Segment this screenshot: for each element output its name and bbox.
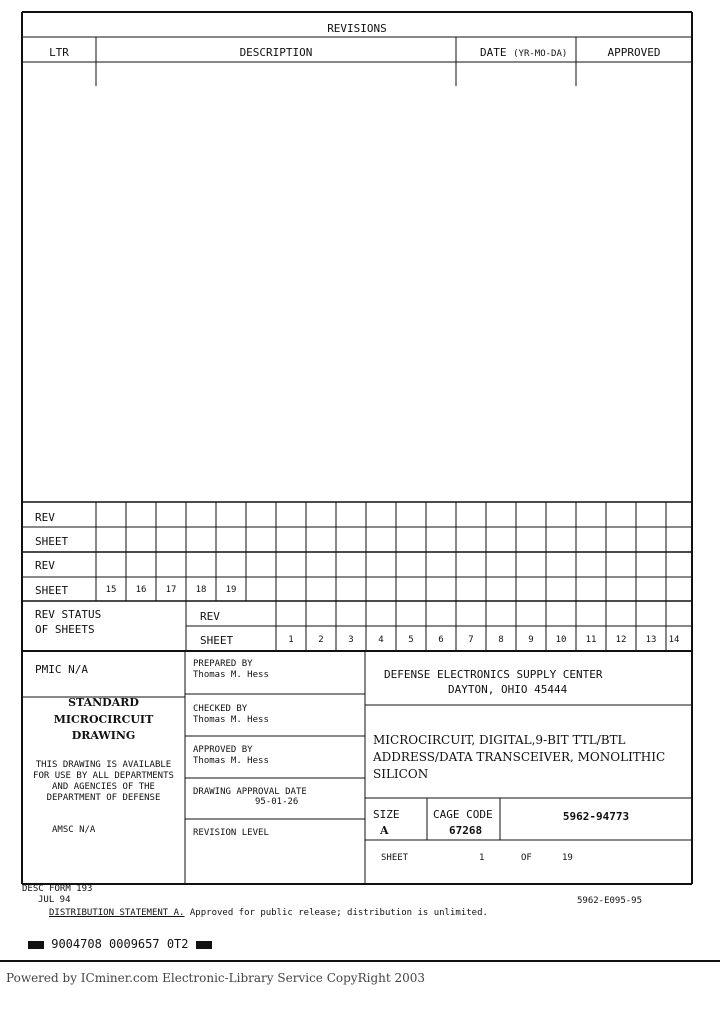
rev-label-3: REV xyxy=(200,610,220,623)
sheet-label-1: SHEET xyxy=(35,535,69,548)
checked-label: CHECKED BY xyxy=(193,704,248,714)
form-number: DESC FORM 193 xyxy=(22,884,93,894)
form-date: JUL 94 xyxy=(38,895,71,905)
lower-sheet-number: 10 xyxy=(555,635,567,645)
upper-sheet-number: 17 xyxy=(165,585,177,595)
of-label: OF xyxy=(521,853,532,863)
lower-sheet-number: 8 xyxy=(498,635,504,645)
title-line-1: MICROCIRCUIT, DIGITAL,9-BIT TTL/BTL xyxy=(373,733,626,747)
sheet-label-3: SHEET xyxy=(200,634,234,647)
lower-sheet-number: 5 xyxy=(408,635,414,645)
distribution-label: DISTRIBUTION STATEMENT A. xyxy=(49,908,185,918)
lower-sheet-number: 14 xyxy=(668,635,680,645)
sheet-label: SHEET xyxy=(381,853,409,863)
cage-label: CAGE CODE xyxy=(433,808,493,821)
lower-sheet-number: 7 xyxy=(468,635,474,645)
barcode-text: 9004708 0009657 0T2 xyxy=(51,937,189,951)
availability-line-3: AND AGENCIES OF THE xyxy=(52,782,155,792)
lower-sheet-number: 13 xyxy=(645,635,657,645)
upper-sheet-number: 18 xyxy=(195,585,207,595)
col-description: DESCRIPTION xyxy=(239,46,313,59)
pmic: PMIC N/A xyxy=(35,663,88,676)
standard-line-1: STANDARD xyxy=(68,696,139,709)
title-line-3: SILICON xyxy=(373,767,429,781)
col-approved: APPROVED xyxy=(607,46,661,59)
lower-sheet-number: 2 xyxy=(318,635,324,645)
upper-sheet-number: 15 xyxy=(105,585,117,595)
sheet-label-2: SHEET xyxy=(35,584,69,597)
barcode-block-left xyxy=(28,941,44,949)
col-date xyxy=(480,47,567,59)
col-date-format: (YR-MO-DA) xyxy=(513,49,568,59)
lower-sheet-number: 4 xyxy=(378,635,384,645)
cage-value: 67268 xyxy=(449,824,483,837)
upper-sheet-number: 16 xyxy=(135,585,147,595)
lower-sheet-number: 9 xyxy=(528,635,534,645)
sheet-total: 19 xyxy=(562,853,573,863)
col-date-label: DATE xyxy=(480,46,507,59)
barcode-line xyxy=(28,938,212,950)
prepared-name: Thomas M. Hess xyxy=(193,670,269,680)
approved-name: Thomas M. Hess xyxy=(193,756,269,766)
approval-date-label: DRAWING APPROVAL DATE xyxy=(193,787,307,797)
barcode-block-right xyxy=(196,941,212,949)
rev-label-2: REV xyxy=(35,559,55,572)
document-number: 5962-94773 xyxy=(562,810,630,823)
availability-line-2: FOR USE BY ALL DEPARTMENTS xyxy=(33,771,174,781)
lower-sheet-number: 11 xyxy=(585,635,597,645)
approval-date: 95-01-26 xyxy=(255,797,299,807)
checked-name: Thomas M. Hess xyxy=(193,715,269,725)
prepared-label: PREPARED BY xyxy=(193,659,253,669)
size-label: SIZE xyxy=(373,808,400,821)
revision-level-label: REVISION LEVEL xyxy=(193,828,269,838)
agency-line-1: DEFENSE ELECTRONICS SUPPLY CENTER xyxy=(384,668,603,681)
lower-sheet-number: 6 xyxy=(438,635,444,645)
document-code: 5962-E095-95 xyxy=(577,896,643,906)
size-value: A xyxy=(380,824,389,837)
lower-sheet-number: 1 xyxy=(288,635,294,645)
standard-line-2: MICROCIRCUIT xyxy=(53,713,154,726)
approved-label: APPROVED BY xyxy=(193,745,253,755)
rev-status-label: REV STATUS xyxy=(35,608,102,621)
amsc: AMSC N/A xyxy=(52,825,96,835)
of-sheets-label: OF SHEETS xyxy=(35,623,95,636)
distribution-text: Approved for public release; distribution is unlimited. xyxy=(189,908,488,918)
availability-line-1: THIS DRAWING IS AVAILABLE xyxy=(35,760,172,770)
availability-line-4: DEPARTMENT OF DEFENSE xyxy=(46,793,161,803)
title-line-2: ADDRESS/DATA TRANSCEIVER, MONOLITHIC xyxy=(373,750,666,764)
powered-by: Powered by ICminer.com Electronic-Library Service CopyRight 2003 xyxy=(6,971,426,985)
lower-sheet-number: 3 xyxy=(348,635,354,645)
agency-line-2: DAYTON, OHIO 45444 xyxy=(448,683,568,696)
sheet-number: 1 xyxy=(479,853,485,863)
col-ltr: LTR xyxy=(49,46,69,59)
revisions-title: REVISIONS xyxy=(327,22,387,35)
rev-label-1: REV xyxy=(35,511,55,524)
lower-sheet-number: 12 xyxy=(615,635,627,645)
standard-line-3: DRAWING xyxy=(71,729,136,742)
upper-sheet-number: 19 xyxy=(225,585,237,595)
distribution-statement xyxy=(49,909,488,918)
